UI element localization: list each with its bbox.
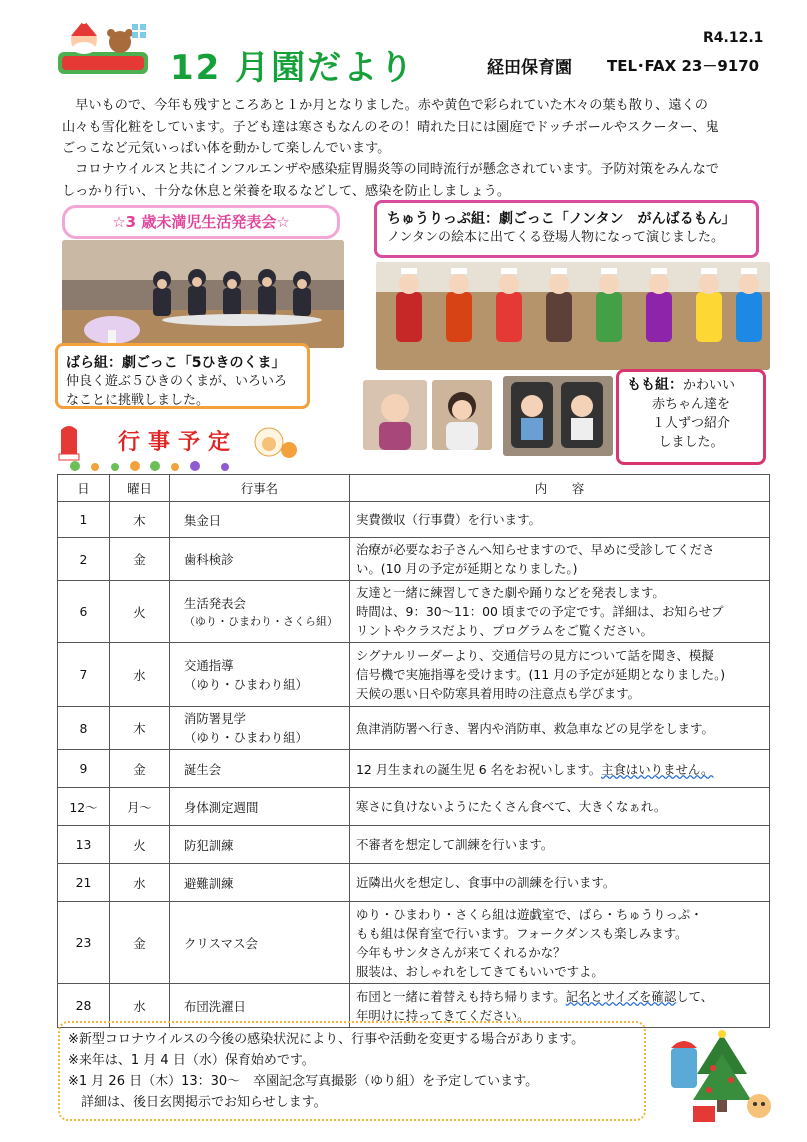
row-content-emphasis: 記名とサイズを確認 xyxy=(565,988,677,1004)
callout-momo-text-1: かわいい xyxy=(683,378,736,393)
callout-bara-text: 仲良く遊ぶ５ひきのくまが、いろいろ なことに挑戦しました。 xyxy=(66,374,288,408)
row-day: 23 xyxy=(58,902,110,984)
row-content-line: シグナルリーダーより、交通信号の見方について話を聞き、模擬 xyxy=(356,648,714,663)
issue-date: R4.12.1 xyxy=(703,30,764,46)
events-table xyxy=(57,474,770,1028)
row-content-line: 時間は、9：30～11：00 頃までの予定です。詳細は、お知らせプ xyxy=(356,604,724,619)
row-content-line: 治療が必要なお子さんへ知らせますので、早めに受診してくださ xyxy=(356,542,715,557)
column-header-content: 内 容 xyxy=(350,475,770,502)
photo-bara-group xyxy=(62,240,344,348)
presentation-section-title: ☆3 歳未満児生活発表会☆ xyxy=(62,205,340,239)
contact-phone: TEL･FAX 23－9170 xyxy=(607,57,760,75)
row-content-line: 実費徴収（行事費）を行います。 xyxy=(356,512,541,527)
note-line: ※来年は、1 月 4 日（水）保育始めです。 xyxy=(68,1053,315,1068)
row-event-classes: （ゆり・ひまわり組） xyxy=(184,730,308,745)
row-day: 13 xyxy=(58,826,110,864)
row-day: 1 xyxy=(58,502,110,538)
callout-chuurippu-text: ノンタンの絵本に出てくる登場人物になって演じました。 xyxy=(387,230,724,245)
christmas-tree-illustration xyxy=(667,1028,777,1128)
row-content-line: もも組は保育室で行います。フォークダンスも楽しみます。 xyxy=(356,925,688,941)
row-weekday: 火 xyxy=(110,581,170,643)
row-content-line: 服装は、おしゃれをしてきてもいいですよ。 xyxy=(356,963,604,979)
row-content-line: 年明けに持ってきてください。 xyxy=(356,1007,530,1023)
callout-chuurippu xyxy=(374,200,759,258)
row-day: 9 xyxy=(58,750,110,788)
row-content-line: 魚津消防署へ行き、署内や消防車、救急車などの見学をします。 xyxy=(356,720,714,736)
row-content-line: 友達と一緒に練習してきた劇や踊りなどを発表します。 xyxy=(356,585,665,600)
row-weekday: 月～ xyxy=(110,788,170,826)
table-row xyxy=(58,707,770,750)
table-row xyxy=(58,538,770,581)
photo-baby-1 xyxy=(363,380,427,450)
row-event-name: 集金日 xyxy=(170,502,350,538)
table-row xyxy=(58,826,770,864)
callout-bara xyxy=(55,343,310,409)
column-header-day: 日 xyxy=(58,475,110,502)
table-row xyxy=(58,750,770,788)
row-content-line: 近隣出火を想定し、食事中の訓練を行います。 xyxy=(356,875,616,890)
events-title: 行事予定 xyxy=(118,430,239,455)
note-line: ※新型コロナウイルスの今後の感染状況により、行事や活動を変更する場合があります。 xyxy=(68,1032,585,1047)
row-event-name: 歯科検診 xyxy=(170,538,350,581)
row-content-line: リントやクラスだより、プログラムをご覧ください。 xyxy=(356,623,653,638)
table-header-row xyxy=(58,475,770,502)
row-day: 7 xyxy=(58,643,110,707)
column-header-event: 行事名 xyxy=(170,475,350,502)
photo-chuurippu-group xyxy=(376,262,770,370)
row-event-name: 誕生会 xyxy=(170,750,350,788)
nursery-name: 経田保育園 xyxy=(487,58,572,78)
row-event-name: 布団洗濯日 xyxy=(170,984,350,1028)
table-row xyxy=(58,902,770,984)
page-title: 12 月園だより xyxy=(170,48,416,88)
row-event-name: 防犯訓練 xyxy=(170,826,350,864)
row-weekday: 水 xyxy=(110,864,170,902)
row-weekday: 金 xyxy=(110,902,170,984)
row-event-name: クリスマス会 xyxy=(170,902,350,984)
row-content-line: ゆり・ひまわり・さくら組は遊戯室で、ばら・ちゅうりっぷ・ xyxy=(356,906,703,922)
row-event-classes: （ゆり・ひまわり・さくら組） xyxy=(184,615,338,628)
row-weekday: 火 xyxy=(110,826,170,864)
row-event-classes: （ゆり・ひまわり組） xyxy=(184,676,308,692)
note-line: ※1 月 26 日（木）13：30～ 卒園記念写真撮影（ゆり組）を予定しています。 xyxy=(68,1074,539,1089)
column-header-weekday: 曜日 xyxy=(110,475,170,502)
callout-momo-text-2: 赤ちゃん達を １人ずつ紹介 しました。 xyxy=(651,397,730,450)
row-content-emphasis: 主食はいりません。 xyxy=(601,761,714,777)
table-row xyxy=(58,581,770,643)
row-content-line: 信号機で実施指導を受けます。(11 月の予定が延期となりました。) xyxy=(356,667,726,682)
row-weekday: 木 xyxy=(110,502,170,538)
callout-momo-heading: もも組： xyxy=(627,377,683,393)
row-weekday: 木 xyxy=(110,707,170,750)
callout-chuurippu-heading: ちゅうりっぷ組：劇ごっこ「ノンタン がんばるもん」 xyxy=(387,211,736,227)
row-day: 21 xyxy=(58,864,110,902)
row-content-line: 布団と一緒に着替えも持ち帰ります。 xyxy=(356,988,566,1004)
row-content-line: 12 月生まれの誕生児 6 名をお祝いします。 xyxy=(356,761,602,777)
row-weekday: 水 xyxy=(110,643,170,707)
row-event-name: 消防署見学 xyxy=(184,711,246,726)
row-day: 8 xyxy=(58,707,110,750)
notes-box xyxy=(58,1021,646,1121)
row-day: 12～ xyxy=(58,788,110,826)
intro-paragraph-health: コロナウイルスと共にインフルエンザや感染症胃腸炎等の同時流行が懸念されています。予防対策をみんなで しっかり行い、十分な休息と栄養を取るなどして、感染を防止しましょう。 xyxy=(62,162,719,199)
row-content-line: 不審者を想定して訓練を行います。 xyxy=(356,837,554,852)
row-day: 28 xyxy=(58,984,110,1028)
row-content-line: 今年もサンタさんが来てくれるかな？ xyxy=(356,944,566,960)
row-content-line: 寒さに負けないようにたくさん食べて、大きくなぁれ。 xyxy=(356,799,667,814)
row-content-line: して、 xyxy=(676,988,714,1004)
row-day: 2 xyxy=(58,538,110,581)
photo-baby-strollers xyxy=(503,376,613,456)
table-row xyxy=(58,643,770,707)
row-event-name: 生活発表会 xyxy=(184,596,246,611)
row-weekday: 水 xyxy=(110,984,170,1028)
callout-momo xyxy=(616,369,766,465)
row-content-line: 天候の悪い日や防寒具着用時の注意点も学びます。 xyxy=(356,686,640,701)
row-weekday: 金 xyxy=(110,538,170,581)
row-event-name: 避難訓練 xyxy=(170,864,350,902)
table-row xyxy=(58,502,770,538)
row-weekday: 金 xyxy=(110,750,170,788)
intro-paragraph-season: 早いもので、今年も残すところあと１か月となりました。赤や黄色で彩られていた木々の葉も散り、遠くの 山々も雪化粧をしています。子ども達は寒さもなんのその！晴れた日には園庭でドッチボールやスクーター、鬼 ごっこなど元気いっぱい体を動かして楽しんでいます。 xyxy=(62,98,719,156)
row-content-line: い。(10 月の予定が延期となりました。) xyxy=(356,561,578,576)
note-line: 詳細は、後日玄関掲示でお知らせします。 xyxy=(68,1095,327,1110)
row-event-name: 身体測定週間 xyxy=(170,788,350,826)
santa-sleigh-illustration xyxy=(54,18,154,82)
table-row xyxy=(58,864,770,902)
row-event-name: 交通指導 xyxy=(184,657,234,673)
photo-baby-2 xyxy=(432,380,492,450)
table-row xyxy=(58,788,770,826)
callout-bara-heading: ばら組：劇ごっこ「5ひきのくま」 xyxy=(66,355,286,371)
row-day: 6 xyxy=(58,581,110,643)
